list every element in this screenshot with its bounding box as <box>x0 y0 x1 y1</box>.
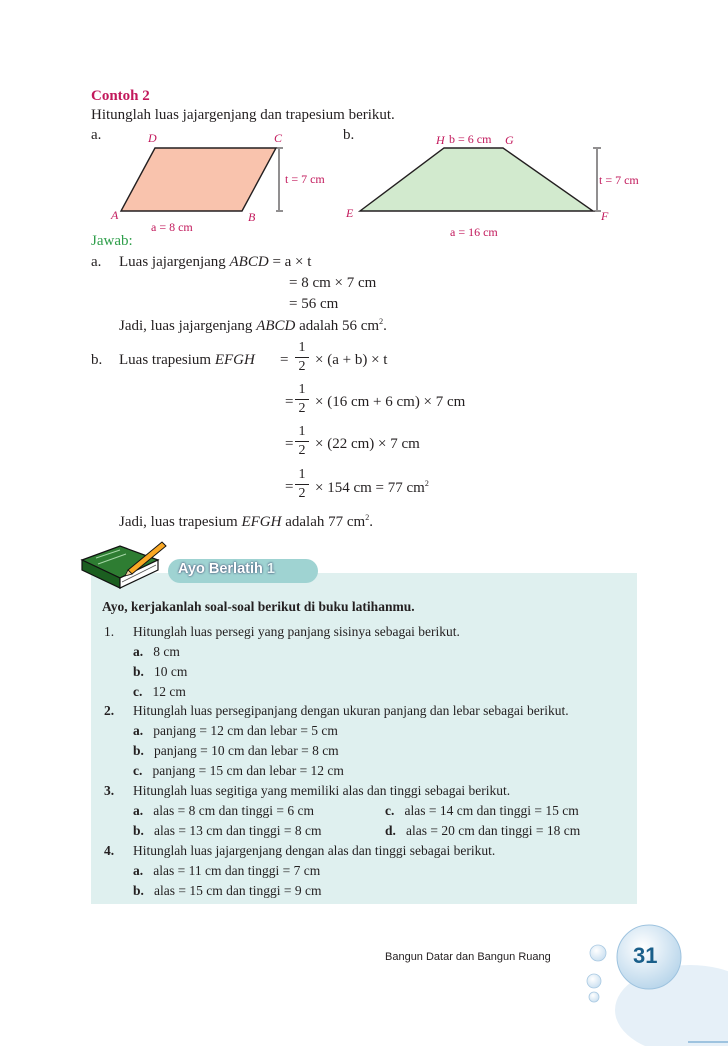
fraction-half-4: 1 2 <box>295 468 309 501</box>
exercise-tab-title: Ayo Berlatih 1 <box>178 561 275 577</box>
answer-a-line3: = 56 cm <box>289 296 339 312</box>
q4-number: 4. <box>104 843 115 858</box>
answer-a-line1: Luas jajargenjang ABCD = a × t <box>119 254 312 270</box>
q1-a: a. 8 cm <box>133 644 180 659</box>
q3-a: a. alas = 8 cm dan tinggi = 6 cm <box>133 803 314 818</box>
vertex-d: D <box>148 131 157 145</box>
answer-a-conclusion: Jadi, luas jajargenjang ABCD adalah 56 $cm^2$. <box>119 317 387 334</box>
page-bubbles-decoration <box>580 910 728 1046</box>
vertex-g: G <box>505 133 514 147</box>
vertex-b: B <box>248 210 256 224</box>
q1-b: b. 10 cm <box>133 664 188 679</box>
book-pencil-icon <box>76 538 176 594</box>
trapezoid-efgh <box>360 148 593 211</box>
q3-b: b. alas = 13 cm dan tinggi = 8 cm <box>133 823 322 838</box>
eq-sign-3: = <box>285 436 294 452</box>
trapezoid-top-label: b = 6 cm <box>449 132 492 146</box>
vertex-h: H <box>436 133 445 147</box>
answer-heading: Jawab: <box>91 233 133 249</box>
answer-b-step4: × 154 cm = 77 $cm^2$ <box>315 479 429 496</box>
trapezoid-height-label: t = 7 cm <box>599 173 639 187</box>
q1-number: 1. <box>104 624 115 639</box>
q3-c: c. alas = 14 cm dan tinggi = 15 cm <box>385 803 579 818</box>
q2-a: a. panjang = 12 cm dan lebar = 5 cm <box>133 723 338 738</box>
q2-c: c. panjang = 15 cm dan lebar = 12 cm <box>133 763 344 778</box>
answer-b-step2: × (16 cm + 6 cm) × 7 cm <box>315 394 466 410</box>
figure-b-label: b. <box>343 127 355 143</box>
example-prompt: Hitunglah luas jajargenjang dan trapesium berikut. <box>91 107 395 123</box>
q4-text: Hitunglah luas jajargenjang dengan alas dan tinggi sebagai berikut. <box>133 843 496 858</box>
figure-a-label: a. <box>91 127 102 143</box>
answer-a-line2: = 8 cm × 7 cm <box>289 275 377 291</box>
vertex-c: C <box>274 131 283 145</box>
figures-svg <box>0 0 728 260</box>
eq-sign-1: = <box>280 352 289 368</box>
parallelogram-abcd <box>121 148 276 211</box>
q3-text: Hitunglah luas segitiga yang memiliki alas dan tinggi sebagai berikut. <box>133 783 511 798</box>
answer-a-label: a. <box>91 254 102 270</box>
q3-number: 3. <box>104 783 115 798</box>
exercise-intro: Ayo, kerjakanlah soal-soal berikut di buku latihanmu. <box>102 599 415 614</box>
trapezoid-base-label: a = 16 cm <box>450 225 498 239</box>
vertex-f: F <box>601 209 609 223</box>
q2-text: Hitunglah luas persegipanjang dengan ukuran panjang dan lebar sebagai berikut. <box>133 703 569 718</box>
answer-b-conclusion: Jadi, luas trapesium EFGH adalah 77 $cm^2$. <box>119 513 373 530</box>
eq-sign-4: = <box>285 479 294 495</box>
chapter-title: Bangun Datar dan Bangun Ruang <box>385 951 551 963</box>
q3-d: d. alas = 20 cm dan tinggi = 18 cm <box>385 823 581 838</box>
fraction-half-1: 1 2 <box>295 341 309 374</box>
q1-text: Hitunglah luas persegi yang panjang sisinya sebagai berikut. <box>133 624 460 639</box>
answer-b-step3: × (22 cm) × 7 cm <box>315 436 420 452</box>
q2-b: b. panjang = 10 cm dan lebar = 8 cm <box>133 743 339 758</box>
q4-a: a. alas = 11 cm dan tinggi = 7 cm <box>133 863 321 878</box>
fraction-half-2: 1 2 <box>295 383 309 416</box>
fraction-half-3: 1 2 <box>295 425 309 458</box>
parallelogram-height-label: t = 7 cm <box>285 172 325 186</box>
page-number: 31 <box>633 943 658 968</box>
q4-b: b. alas = 15 cm dan tinggi = 9 cm <box>133 883 322 898</box>
parallelogram-base-label: a = 8 cm <box>151 220 193 234</box>
answer-b-label: b. <box>91 352 103 368</box>
answer-b-lead: Luas trapesium EFGH <box>119 352 255 368</box>
answer-b-step1: × (a + b) × t <box>315 352 388 368</box>
vertex-e: E <box>346 206 354 220</box>
example-title: Contoh 2 <box>91 88 150 104</box>
q2-number: 2. <box>104 703 115 718</box>
vertex-a: A <box>111 208 119 222</box>
q1-c: c. 12 cm <box>133 684 186 699</box>
eq-sign-2: = <box>285 394 294 410</box>
